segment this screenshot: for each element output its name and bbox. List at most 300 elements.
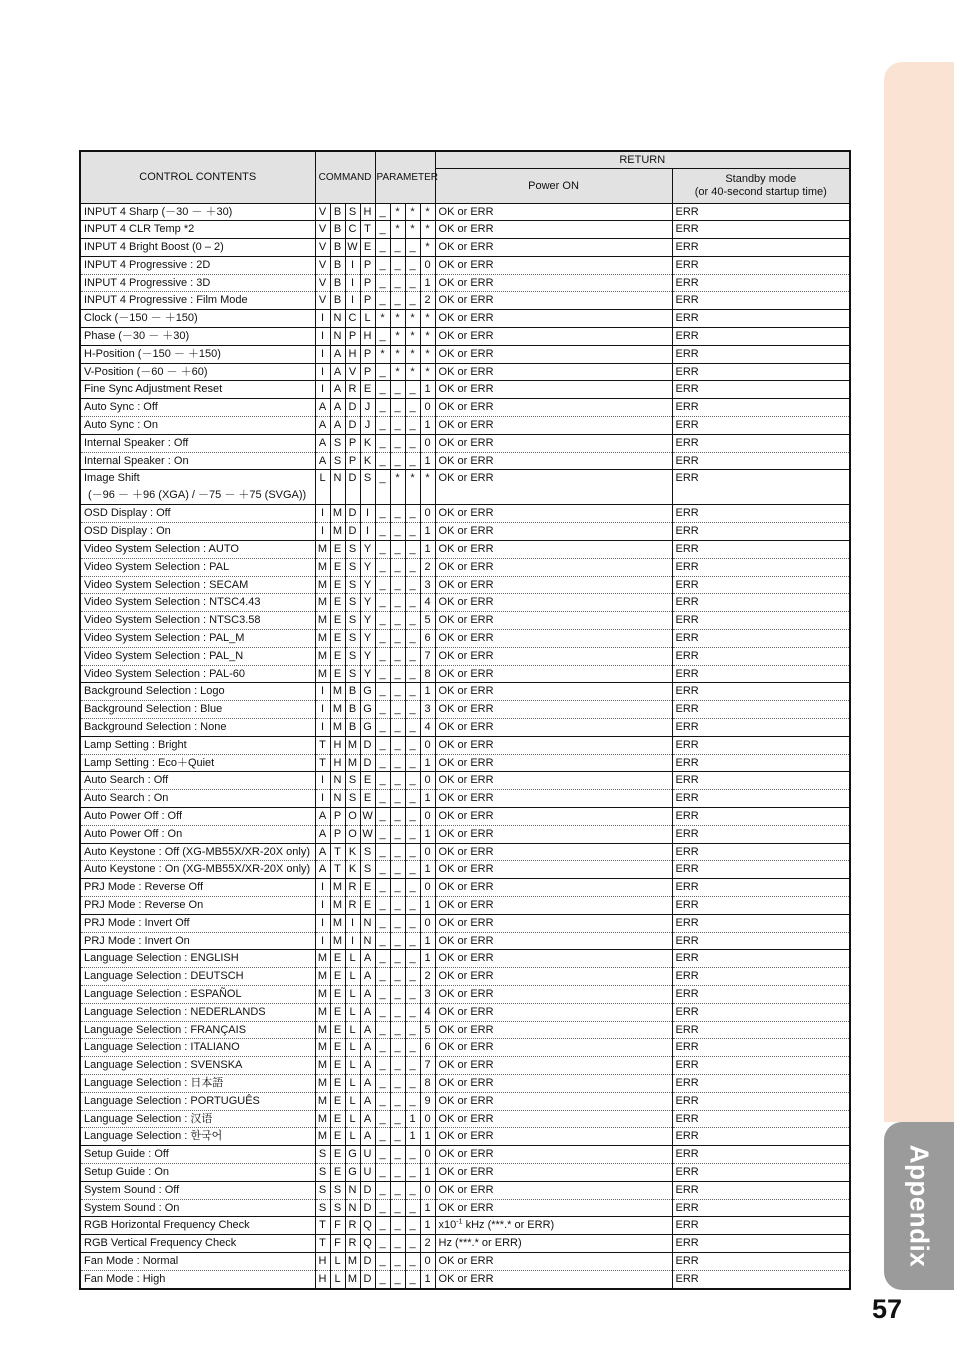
parameter-char: 1: [420, 381, 435, 399]
control-label: Auto Keystone : On (XG-MB55X/XR-20X only): [84, 863, 311, 876]
table-row: [80, 505, 850, 523]
control-label: Auto Power Off : Off: [84, 810, 183, 822]
command-char: M: [330, 701, 345, 719]
command-char: A: [315, 434, 330, 452]
return-standby-cell: ERR: [672, 1199, 850, 1217]
command-char: A: [315, 452, 330, 470]
control-label: PRJ Mode : Reverse Off: [84, 881, 204, 894]
command-char: S: [330, 434, 345, 452]
parameter-char: _: [390, 985, 405, 1003]
command-char: V: [345, 363, 360, 381]
parameter-char: _: [405, 896, 420, 914]
command-char: V: [315, 274, 330, 292]
parameter-char: _: [390, 505, 405, 523]
parameter-char: _: [405, 612, 420, 630]
control-label: Language Selection : 한국어: [84, 1130, 223, 1143]
parameter-char: *: [420, 203, 435, 221]
parameter-char: _: [405, 843, 420, 861]
command-char: L: [330, 1252, 345, 1270]
return-power-on-cell: OK or ERR: [435, 594, 672, 612]
parameter-char: _: [405, 736, 420, 754]
command-char: A: [360, 1110, 375, 1128]
control-contents-cell: [80, 665, 315, 683]
return-standby-cell: ERR: [672, 1074, 850, 1092]
control-label: INPUT 4 Bright Boost (0 – 2): [84, 241, 224, 254]
command-char: E: [360, 381, 375, 399]
control-label: Language Selection : SVENSKA: [84, 1059, 243, 1072]
return-standby-cell: ERR: [672, 879, 850, 897]
parameter-char: _: [390, 1163, 405, 1181]
command-char: E: [330, 985, 345, 1003]
command-char: I: [345, 292, 360, 310]
control-label: Video System Selection : PAL_M: [84, 632, 245, 645]
command-char: W: [360, 808, 375, 826]
return-power-on-cell: OK or ERR: [435, 541, 672, 559]
control-contents-cell: [80, 1217, 315, 1235]
parameter-char: 0: [420, 256, 435, 274]
parameter-char: _: [405, 1039, 420, 1057]
command-char: L: [315, 470, 330, 505]
control-label: Language Selection : ENGLISH: [84, 952, 239, 965]
appendix-tab-label: Appendix: [904, 1144, 935, 1268]
table-row: [80, 558, 850, 576]
parameter-char: *: [405, 345, 420, 363]
parameter-char: *: [390, 363, 405, 381]
table-row: [80, 968, 850, 986]
return-standby-cell: ERR: [672, 1270, 850, 1288]
return-standby-cell: ERR: [672, 1110, 850, 1128]
parameter-char: _: [375, 558, 390, 576]
control-label: System Sound : Off: [84, 1183, 180, 1196]
parameter-char: 1: [420, 790, 435, 808]
parameter-char: _: [390, 683, 405, 701]
command-char: E: [330, 1003, 345, 1021]
return-power-on-cell: OK or ERR: [435, 665, 672, 683]
command-char: M: [315, 1039, 330, 1057]
parameter-char: _: [375, 505, 390, 523]
command-char: C: [345, 310, 360, 328]
command-char: M: [345, 754, 360, 772]
parameter-char: 0: [420, 914, 435, 932]
control-contents-cell: [80, 203, 315, 221]
control-contents-cell: [80, 1039, 315, 1057]
parameter-char: _: [405, 932, 420, 950]
command-char: T: [330, 861, 345, 879]
return-standby-cell: ERR: [672, 1181, 850, 1199]
parameter-char: 1: [420, 861, 435, 879]
command-char: M: [315, 1074, 330, 1092]
control-contents-cell: [80, 239, 315, 257]
command-char: Q: [360, 1217, 375, 1235]
command-char: J: [360, 399, 375, 417]
return-standby-cell: ERR: [672, 683, 850, 701]
return-power-on-cell: OK or ERR: [435, 310, 672, 328]
command-char: I: [315, 523, 330, 541]
return-power-on-cell: OK or ERR: [435, 417, 672, 435]
control-label: Background Selection : None: [84, 721, 227, 734]
command-char: D: [360, 1252, 375, 1270]
return-standby-cell: ERR: [672, 292, 850, 310]
command-char: S: [345, 594, 360, 612]
command-char: C: [345, 221, 360, 239]
parameter-char: _: [390, 239, 405, 257]
parameter-char: 0: [420, 843, 435, 861]
control-contents-cell: [80, 1021, 315, 1039]
command-char: V: [315, 221, 330, 239]
command-char: M: [315, 1057, 330, 1075]
parameter-char: _: [375, 630, 390, 648]
return-standby-cell: ERR: [672, 452, 850, 470]
command-char: S: [315, 1163, 330, 1181]
parameter-char: _: [390, 452, 405, 470]
control-label: Video System Selection : SECAM: [84, 578, 249, 591]
parameter-char: _: [405, 239, 420, 257]
parameter-char: _: [375, 1092, 390, 1110]
return-standby-cell: ERR: [672, 274, 850, 292]
command-char: N: [345, 1181, 360, 1199]
parameter-char: _: [390, 772, 405, 790]
parameter-char: *: [420, 310, 435, 328]
parameter-char: _: [390, 843, 405, 861]
table-row: [80, 1199, 850, 1217]
parameter-char: *: [420, 328, 435, 346]
control-label: Fan Mode : High: [84, 1272, 166, 1285]
control-label: PRJ Mode : Invert On: [84, 934, 190, 947]
parameter-char: 1: [420, 1163, 435, 1181]
command-char: S: [315, 1181, 330, 1199]
parameter-char: 0: [420, 736, 435, 754]
parameter-char: 0: [420, 1110, 435, 1128]
parameter-char: 0: [420, 399, 435, 417]
parameter-char: _: [405, 861, 420, 879]
return-standby-cell: ERR: [672, 701, 850, 719]
parameter-char: _: [390, 896, 405, 914]
command-char: U: [360, 1146, 375, 1164]
control-contents-cell: [80, 754, 315, 772]
command-char: M: [315, 1092, 330, 1110]
command-char: I: [315, 790, 330, 808]
command-char: T: [315, 754, 330, 772]
return-power-on-cell: OK or ERR: [435, 612, 672, 630]
parameter-char: _: [390, 541, 405, 559]
parameter-char: _: [390, 914, 405, 932]
return-power-on-cell: OK or ERR: [435, 399, 672, 417]
parameter-char: _: [375, 1217, 390, 1235]
parameter-char: 5: [420, 612, 435, 630]
command-char: G: [345, 1163, 360, 1181]
return-standby-cell: ERR: [672, 968, 850, 986]
parameter-char: 0: [420, 808, 435, 826]
table-row: [80, 381, 850, 399]
return-power-on-cell: OK or ERR: [435, 1270, 672, 1288]
table-row: [80, 594, 850, 612]
command-char: M: [315, 541, 330, 559]
parameter-char: _: [390, 1128, 405, 1146]
command-char: R: [345, 879, 360, 897]
parameter-char: 1: [420, 1199, 435, 1217]
return-power-on-cell: OK or ERR: [435, 647, 672, 665]
return-power-on-cell: OK or ERR: [435, 256, 672, 274]
parameter-char: _: [390, 1235, 405, 1253]
parameter-char: 4: [420, 719, 435, 737]
control-contents-cell: [80, 719, 315, 737]
parameter-char: _: [390, 274, 405, 292]
parameter-char: _: [390, 630, 405, 648]
table-row: [80, 1217, 850, 1235]
return-standby-cell: ERR: [672, 843, 850, 861]
command-char: M: [345, 1252, 360, 1270]
command-char: N: [345, 1199, 360, 1217]
command-char: I: [315, 381, 330, 399]
parameter-char: *: [390, 203, 405, 221]
return-standby-cell: ERR: [672, 1039, 850, 1057]
parameter-char: _: [390, 701, 405, 719]
command-char: R: [345, 896, 360, 914]
parameter-char: _: [375, 1181, 390, 1199]
return-power-on-cell: OK or ERR: [435, 1163, 672, 1181]
command-char: L: [345, 1110, 360, 1128]
command-char: I: [315, 328, 330, 346]
parameter-char: *: [420, 470, 435, 505]
return-power-on-cell: OK or ERR: [435, 630, 672, 648]
return-standby-cell: ERR: [672, 381, 850, 399]
parameter-char: _: [375, 452, 390, 470]
return-standby-cell: ERR: [672, 594, 850, 612]
return-standby-cell: ERR: [672, 541, 850, 559]
command-char: E: [330, 541, 345, 559]
parameter-char: _: [390, 808, 405, 826]
return-power-on-cell: OK or ERR: [435, 968, 672, 986]
return-power-on-cell: OK or ERR: [435, 328, 672, 346]
parameter-char: 8: [420, 665, 435, 683]
parameter-char: _: [375, 381, 390, 399]
table-row: [80, 736, 850, 754]
parameter-char: _: [375, 292, 390, 310]
parameter-char: _: [390, 594, 405, 612]
command-char: Y: [360, 612, 375, 630]
table-row: [80, 239, 850, 257]
parameter-char: _: [405, 381, 420, 399]
return-standby-cell: ERR: [672, 1252, 850, 1270]
control-contents-cell: [80, 808, 315, 826]
command-char: L: [345, 1021, 360, 1039]
parameter-char: *: [420, 363, 435, 381]
return-standby-cell: ERR: [672, 310, 850, 328]
parameter-char: _: [390, 576, 405, 594]
parameter-char: 0: [420, 879, 435, 897]
table-row: [80, 256, 850, 274]
parameter-char: _: [390, 292, 405, 310]
parameter-char: _: [405, 399, 420, 417]
control-label: Video System Selection : NTSC4.43: [84, 596, 261, 609]
table-row: [80, 328, 850, 346]
command-char: L: [345, 950, 360, 968]
control-contents-cell: [80, 1146, 315, 1164]
command-char: H: [315, 1270, 330, 1288]
control-label: INPUT 4 Sharp (－30 － ＋30): [84, 205, 233, 218]
command-char: E: [330, 968, 345, 986]
return-power-on-cell: OK or ERR: [435, 1057, 672, 1075]
parameter-char: _: [375, 1003, 390, 1021]
command-char: L: [345, 1092, 360, 1110]
parameter-char: 2: [420, 1235, 435, 1253]
return-standby-cell: ERR: [672, 256, 850, 274]
return-power-on-cell: OK or ERR: [435, 239, 672, 257]
return-power-on-cell: OK or ERR: [435, 1252, 672, 1270]
table-row: [80, 914, 850, 932]
parameter-char: _: [375, 328, 390, 346]
parameter-char: 7: [420, 647, 435, 665]
parameter-char: _: [405, 292, 420, 310]
parameter-char: _: [390, 1146, 405, 1164]
command-char: A: [315, 825, 330, 843]
parameter-char: _: [375, 914, 390, 932]
command-char: S: [360, 843, 375, 861]
command-char: B: [330, 239, 345, 257]
command-char: O: [345, 825, 360, 843]
table-row: [80, 1146, 850, 1164]
table-row: [80, 576, 850, 594]
command-char: M: [315, 950, 330, 968]
table-row: [80, 1074, 850, 1092]
command-char: S: [345, 612, 360, 630]
return-standby-cell: ERR: [672, 1163, 850, 1181]
return-power-on-cell: OK or ERR: [435, 808, 672, 826]
control-label: Language Selection : NEDERLANDS: [84, 1005, 266, 1018]
parameter-char: 4: [420, 1003, 435, 1021]
return-power-on-cell: OK or ERR: [435, 736, 672, 754]
command-char: S: [345, 630, 360, 648]
parameter-char: _: [375, 736, 390, 754]
parameter-char: _: [405, 558, 420, 576]
return-power-on-cell: OK or ERR: [435, 203, 672, 221]
command-char: I: [345, 914, 360, 932]
return-standby-cell: ERR: [672, 932, 850, 950]
control-label: Internal Speaker : Off: [84, 436, 189, 449]
control-contents-cell: [80, 505, 315, 523]
return-standby-cell: ERR: [672, 203, 850, 221]
parameter-char: *: [390, 470, 405, 505]
return-standby-cell: ERR: [672, 736, 850, 754]
command-char: M: [330, 896, 345, 914]
command-char: E: [330, 665, 345, 683]
parameter-char: *: [390, 310, 405, 328]
control-contents-cell: [80, 736, 315, 754]
command-char: E: [330, 630, 345, 648]
table-row: [80, 612, 850, 630]
parameter-char: _: [405, 950, 420, 968]
parameter-char: _: [405, 719, 420, 737]
command-char: L: [360, 310, 375, 328]
control-contents-cell: [80, 274, 315, 292]
command-char: K: [345, 843, 360, 861]
control-contents-cell: [80, 1128, 315, 1146]
return-standby-cell: ERR: [672, 558, 850, 576]
parameter-char: 1: [420, 1270, 435, 1288]
appendix-tab: [884, 1122, 954, 1290]
command-char: S: [345, 665, 360, 683]
command-char: M: [315, 985, 330, 1003]
command-char: M: [345, 1270, 360, 1288]
command-char: I: [315, 683, 330, 701]
control-label: Fine Sync Adjustment Reset: [84, 383, 223, 396]
parameter-char: _: [390, 434, 405, 452]
parameter-char: _: [375, 790, 390, 808]
parameter-char: _: [390, 1217, 405, 1235]
control-label: Video System Selection : NTSC3.58: [84, 614, 261, 627]
parameter-char: *: [375, 310, 390, 328]
control-label: H-Position (－150 － ＋150): [84, 347, 221, 360]
control-contents-cell: [80, 914, 315, 932]
command-char: T: [360, 221, 375, 239]
parameter-char: _: [375, 203, 390, 221]
command-char: I: [345, 932, 360, 950]
command-char: A: [330, 381, 345, 399]
table-row: [80, 1235, 850, 1253]
parameter-char: _: [405, 825, 420, 843]
return-standby-cell: ERR: [672, 985, 850, 1003]
command-char: T: [315, 736, 330, 754]
page-number: 57: [871, 1294, 902, 1324]
parameter-char: *: [375, 345, 390, 363]
return-power-on-cell: OK or ERR: [435, 1039, 672, 1057]
command-char: P: [360, 345, 375, 363]
parameter-char: _: [375, 239, 390, 257]
command-char: S: [360, 470, 375, 505]
table-row: [80, 879, 850, 897]
parameter-char: _: [405, 256, 420, 274]
control-contents-cell: [80, 1074, 315, 1092]
return-standby-cell: ERR: [672, 470, 850, 505]
command-char: I: [315, 914, 330, 932]
parameter-char: _: [390, 523, 405, 541]
parameter-char: 0: [420, 1181, 435, 1199]
parameter-char: _: [375, 985, 390, 1003]
command-char: D: [360, 1199, 375, 1217]
command-char: E: [360, 896, 375, 914]
parameter-char: _: [390, 1110, 405, 1128]
command-char: S: [360, 861, 375, 879]
command-char: E: [360, 790, 375, 808]
command-char: B: [345, 701, 360, 719]
table-row: [80, 1110, 850, 1128]
return-standby-cell: ERR: [672, 523, 850, 541]
parameter-char: 1: [420, 1128, 435, 1146]
command-char: A: [360, 1003, 375, 1021]
parameter-char: _: [375, 1270, 390, 1288]
parameter-char: _: [375, 843, 390, 861]
return-power-on-cell: OK or ERR: [435, 523, 672, 541]
control-label: Background Selection : Blue: [84, 703, 223, 716]
command-char: E: [330, 1092, 345, 1110]
control-label: Video System Selection : PAL_N: [84, 649, 244, 662]
command-char: A: [315, 417, 330, 435]
control-contents-cell: [80, 896, 315, 914]
command-char: E: [360, 772, 375, 790]
parameter-char: _: [375, 932, 390, 950]
parameter-char: _: [405, 1003, 420, 1021]
parameter-char: _: [375, 1057, 390, 1075]
parameter-char: _: [375, 808, 390, 826]
command-char: K: [360, 434, 375, 452]
command-char: I: [315, 772, 330, 790]
command-char: E: [330, 1163, 345, 1181]
table-row: [80, 790, 850, 808]
parameter-char: _: [405, 1146, 420, 1164]
parameter-char: 1: [420, 932, 435, 950]
command-char: A: [315, 808, 330, 826]
command-char: S: [315, 1146, 330, 1164]
